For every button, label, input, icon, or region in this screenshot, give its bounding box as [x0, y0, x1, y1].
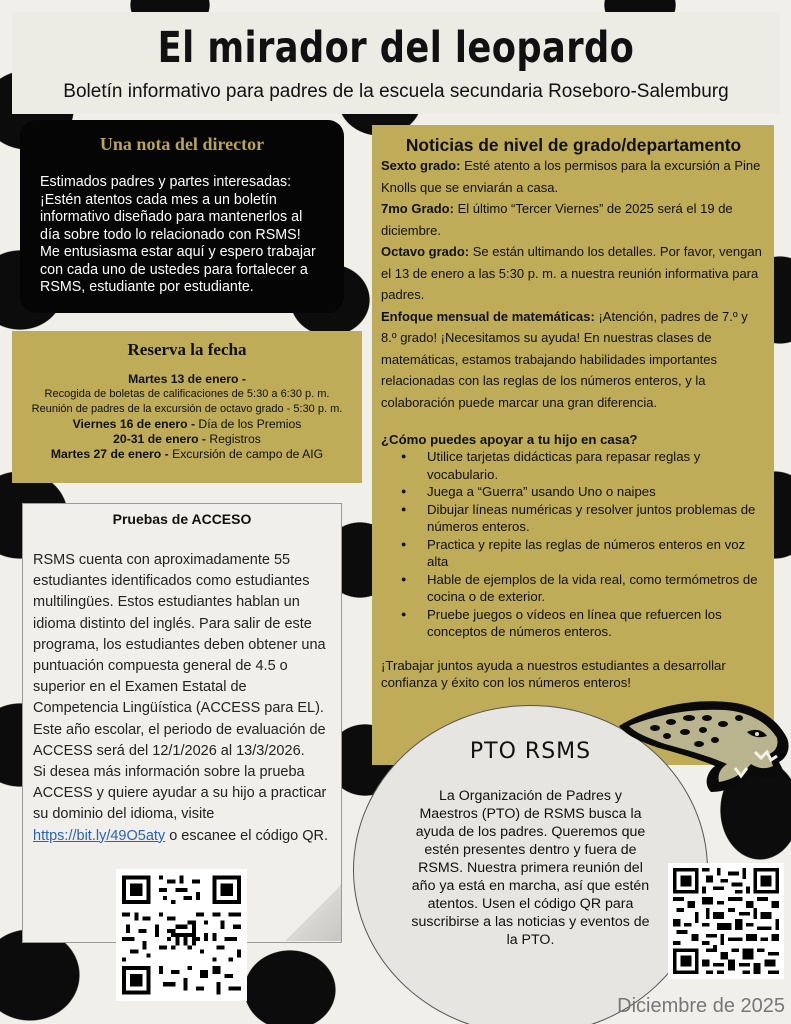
pto-heading: PTO RSMS: [469, 739, 592, 764]
grade-item-seventh: 7mo Grado: El último “Tercer Viernes” de 2025 será el 19 de diciembre.: [381, 201, 733, 238]
list-item: ● Utilice tarjetas didácticas para repasar reglas y vocabulario.: [381, 448, 766, 483]
math-focus-item: Enfoque mensual de matemáticas: ¡Atención, padres de 7.º y 8.º grado! ¡Necesitamos su ayuda! En nuestras clases de matemáticas, estamos trabajando habilidades importantes relacionadas con las reglas de los números enteros, y la colaboración puede marcar una gran diferencia.: [381, 308, 748, 410]
access-link[interactable]: https://bit.ly/49O5aty: [33, 827, 166, 844]
issue-date: Diciembre de 2025: [617, 995, 785, 1017]
save-the-date-heading: Reserva la fecha: [127, 340, 247, 359]
director-note-card: [20, 120, 344, 313]
access-body: RSMS cuenta con aproximadamente 55 estudiantes identificados como estudiantes multilingües. Estos estudiantes hablan un idioma distinto del inglés. Para salir de este programa, los estudiantes deben obtener una puntuación compuesta general de 4.5 o superior en el Examen Estatal de Competencia Lingüística (ACCESS para EL). Este año escolar, el periodo de evaluación de ACCESS será del 12/1/2026 al 13/3/2026. Si desea más información sobre la prueba ACCESS y quiere ayudar a su hijo a practicar su dominio del idioma, visite https://bit.ly/49O5aty o escanee el código QR.: [33, 552, 329, 844]
grade-item-sixth: Sexto grado: Esté atento a los permisos para la excursión a Pine Knolls que se enviarán a casa.: [381, 158, 761, 195]
save-the-date-card: [12, 331, 362, 483]
pto-body: La Organización de Padres y Maestros (PTO) de RSMS busca la ayuda de los padres. Queremos que estén presentes dentro y fuera de RSMS. Nuestra primera reunión del año ya está en marcha, así que estén atentos. Usen el código QR para suscribirse a las noticias y eventos de la PTO.: [411, 788, 650, 948]
grade-news-panel: [372, 125, 774, 765]
access-qr-code[interactable]: [116, 869, 247, 1001]
list-item: ● Pruebe juegos o vídeos en línea que refuercen los conceptos de números enteros.: [381, 606, 766, 641]
event-date: Martes 13 de enero -: [128, 372, 246, 386]
home-support-heading: ¿Cómo puedes apoyar a tu hijo en casa?: [381, 432, 638, 447]
director-note-body: Estimados padres y partes interesadas: ¡Estén atentos cada mes a un boletín informativo diseñado para mantenerlos al día sobre todo lo relacionado con RSMS! Me entusiasma estar aquí y espero trabajar con cada uno de ustedes para fortalecer a RSMS, estudiante por estudiante.: [40, 174, 316, 295]
newsletter-title: El mirador del leopardo: [157, 23, 635, 73]
event-date: 20-31 de enero -: [113, 432, 206, 446]
qr-code-icon: [673, 868, 779, 974]
list-item: ● Dibujar líneas numéricas y resolver juntos problemas de números enteros.: [381, 501, 766, 536]
access-heading: Pruebas de ACCESO: [112, 511, 252, 527]
list-item: ● Hable de ejemplos de la vida real, como termómetros de cocina o de exterior.: [381, 571, 766, 606]
leopard-mascot-icon: [615, 688, 791, 796]
event-date: Martes 27 de enero -: [50, 447, 169, 461]
event-list: [12, 372, 362, 462]
closing-note: ¡Trabajar juntos ayuda a nuestros estudiantes a desarrollar confianza y éxito con los números enteros!: [381, 657, 726, 690]
list-item: ● Juega a “Guerra” usando Uno o naipes: [381, 483, 766, 501]
event-detail: Excursión de campo de AIG: [168, 447, 324, 461]
newsletter-subtitle: Boletín informativo para padres de la escuela secundaria Roseboro-Salemburg: [63, 81, 729, 102]
event-detail: Recogida de boletas de calificaciones de 5:30 a 6:30 p. m.: [44, 388, 330, 400]
list-item: ● Practica y repite las reglas de números enteros en voz alta: [381, 536, 766, 571]
event-date: Viernes 16 de enero -: [72, 417, 196, 431]
grade-item-eighth: Octavo grado: Se están ultimando los detalles. Por favor, vengan el 13 de enero a las 5:30 p. m. a nuestra reunión informativa para padres.: [381, 244, 762, 302]
event-detail: Registros: [205, 432, 261, 446]
pto-qr-code[interactable]: [668, 863, 784, 979]
masthead-banner: [12, 12, 780, 114]
home-support-list: [381, 448, 766, 641]
qr-code-icon: [122, 875, 241, 995]
director-note-heading: Una nota del director: [99, 134, 265, 154]
event-detail: Día de los Premios: [195, 417, 302, 431]
grade-news-heading: Noticias de nivel de grado/departamento: [405, 135, 742, 155]
event-detail: Reunión de padres de la excursión de octavo grado - 5:30 p. m.: [31, 403, 343, 415]
